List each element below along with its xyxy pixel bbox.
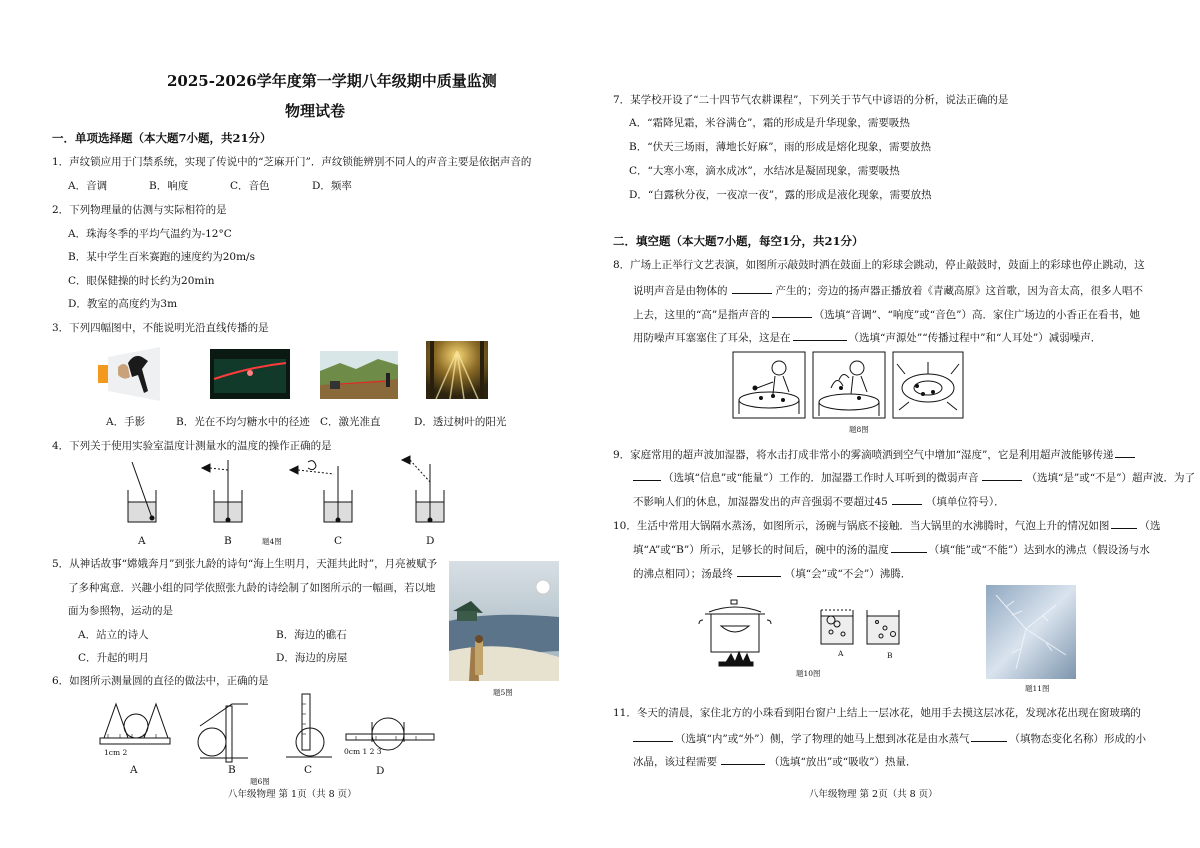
q7-option-d: D．“白露秋分夜，一夜凉一夜”，露的形成是液化现象，需要放热 <box>629 189 932 201</box>
q9-line-2 <box>633 469 1195 485</box>
q3-stem: 3．下列四幅图中，不能说明光沿直线传播的是 <box>52 322 269 334</box>
q8-line-2-a: 说明声音是由物体的 <box>633 285 728 297</box>
q11-line-2 <box>633 730 1146 746</box>
q8-line-4-b: （选填“声源处”“传播过程中”和“人耳处”）减弱噪声． <box>848 332 1102 344</box>
q9-blank-1-cont[interactable] <box>633 469 661 481</box>
hand-shadow-image <box>90 345 162 403</box>
q11-blank-2[interactable] <box>971 730 1007 742</box>
drum-illustration <box>733 352 963 420</box>
q3-option-b: B．光在不均匀糖水中的径迹 <box>176 416 310 428</box>
q8-line-3-b: （选填“音调”、“响度”或“音色”）高．家住广场边的小香正在看书，她 <box>813 309 1140 321</box>
q9-line-1-a: 9．家庭常用的超声波加湿器，将水击打成非常小的雾滴喷洒到空气中增加“湿度”，它是利用超声波能够传递 <box>613 449 1114 461</box>
q6-stem: 6．如图所示测量圆的直径的做法中，正确的是 <box>52 675 269 687</box>
q8-line-3-a: 上去，这里的“高”是指声音的 <box>633 309 770 321</box>
q8-line-2 <box>633 282 1143 298</box>
exam-subtitle: 物理试卷 <box>285 102 346 120</box>
q10-line-1-a: 10．生活中常用大锅隔水蒸汤，如图所示，汤碗与锅底不接触．当大锅里的水沸腾时，气泡上升的情况如图 <box>613 520 1110 532</box>
q3-option-d: D．透过树叶的阳光 <box>414 416 507 428</box>
q11-line-3 <box>633 753 916 769</box>
q8-line-4 <box>633 329 1101 345</box>
q9-line-1 <box>613 446 1135 462</box>
q9-line-2-b: （选填“是”或“不是”）超声波．为了 <box>1026 472 1195 484</box>
q4-stem: 4．下列关于使用实验室温度计测量水的温度的操作正确的是 <box>52 440 332 452</box>
q9-blank-2[interactable] <box>982 469 1022 481</box>
q10-blank-3[interactable] <box>737 565 781 577</box>
q1-option-a: A．音调 <box>68 180 108 192</box>
q5-line-3: 面为参照物，运动的是 <box>68 605 173 617</box>
q2-option-d: D．教室的高度约为3m <box>68 298 178 310</box>
q2-stem: 2．下列物理量的估测与实际相符的是 <box>52 204 227 216</box>
q10-line-1-b: （选 <box>1139 520 1161 532</box>
q7-stem: 7．某学校开设了“二十四节气农耕课程”，下列关于节气中谚语的分析，说法正确的是 <box>613 94 1009 106</box>
q4-caption: 题4图 <box>262 537 282 546</box>
page-1 <box>52 0 572 848</box>
q7-option-b: B．“伏天三场雨，薄地长好麻”，雨的形成是熔化现象，需要放热 <box>629 141 931 153</box>
q10-line-3-b: （填“会”或“不会”）沸腾． <box>784 568 912 580</box>
q5-line-1: 5．从神话故事“嫦娥奔月”到张九龄的诗句“海上生明月，天涯共此时”，月亮被赋予 <box>52 558 438 570</box>
q3-option-a: A．手影 <box>106 416 146 428</box>
q11-line-3-b: （选填“放出”或“吸收”）热量． <box>769 756 917 768</box>
q10-blank-1[interactable] <box>1111 517 1137 529</box>
q10-line-2-b: （填“能”或“不能”）达到水的沸点（假设汤与水 <box>928 544 1150 556</box>
q5-option-c: C．升起的明月 <box>78 652 150 664</box>
q6-label-a: A <box>130 764 138 776</box>
exam-title: 2025-2026学年度第一学期八年级期中质量监测 <box>167 72 497 90</box>
q9-line-3-a: 不影响人们的休息，加湿器发出的声音强弱不要超过45 <box>633 496 888 508</box>
q1-option-b: B．响度 <box>149 180 189 192</box>
q8-line-3 <box>633 306 1140 322</box>
q2-option-c: C．眼保健操的时长约为20min <box>68 275 215 287</box>
q7-option-c: C．“大寒小寒，滴水成冰”，水结冰是凝固现象，需要吸热 <box>629 165 900 177</box>
page-1-footer: 八年级物理 第 1页（共 8 页） <box>228 789 357 800</box>
q10-caption: 题10图 <box>796 669 821 678</box>
ice-flower-image <box>986 585 1076 679</box>
q9-line-3 <box>633 493 1005 509</box>
q9-line-3-b: （填单位符号）． <box>925 496 1005 508</box>
q1-option-d: D．频率 <box>312 180 352 192</box>
q9-blank-1[interactable] <box>1115 446 1135 458</box>
q3-option-c: C．激光准直 <box>320 416 381 428</box>
q4-label-c: C <box>334 535 343 547</box>
q2-option-a: A．珠海冬季的平均气温约为-12°C <box>68 228 232 240</box>
q11-line-3-a: 冰晶，该过程需要 <box>633 756 717 768</box>
q10-label-b: B <box>887 651 893 660</box>
q4-label-d: D <box>426 535 435 547</box>
q10-line-3-a: 的沸点相同）；汤最终 <box>633 568 733 580</box>
q6-ruler-a-scale: 1cm 2 <box>104 748 128 757</box>
diameter-measurement-diagrams <box>100 694 450 772</box>
q10-line-2 <box>633 541 1150 557</box>
sunlight-through-leaves-image <box>426 341 488 399</box>
q2-option-b: B．某中学生百米赛跑的速度约为20m/s <box>68 251 255 263</box>
q8-line-2-b: 产生的；旁边的扬声器正播放着《青藏高原》这首歌，因为音太高，很多人唱不 <box>775 285 1143 297</box>
q10-blank-2[interactable] <box>891 541 927 553</box>
section-1-heading: 一．单项选择题（本大题7小题，共21分） <box>52 131 272 145</box>
q6-label-c: C <box>304 764 313 776</box>
q1-option-c: C．音色 <box>230 180 270 192</box>
q11-line-2-a: （选填“内”或“外”）侧，学了物理的她马上想到冰花是由水蒸气 <box>675 733 970 745</box>
q10-line-2-a: 填“A”或“B”）所示，足够长的时间后，碗中的汤的温度 <box>633 544 889 556</box>
page-2 <box>613 0 1195 848</box>
q8-blank-2[interactable] <box>772 306 812 318</box>
q11-caption: 题11图 <box>1025 684 1050 693</box>
q8-line-1: 8．广场上正举行文艺表演，如图所示敲鼓时洒在鼓面上的彩球会跳动，停止敲鼓时，鼓面上的彩球也停止跳动，这 <box>613 259 1145 271</box>
q6-caption: 题6图 <box>250 777 270 786</box>
q11-blank-1[interactable] <box>633 730 673 742</box>
sugar-water-light-image <box>210 349 290 399</box>
q8-blank-3[interactable] <box>793 329 847 341</box>
q5-option-b: B．海边的礁石 <box>276 629 347 641</box>
q7-option-a: A．“霜降见霜，米谷满仓”，霜的形成是升华现象，需要吸热 <box>629 117 910 129</box>
q5-option-a: A．站立的诗人 <box>78 629 149 641</box>
q6-ruler-d-scale: 0cm 1 2 3 <box>344 747 382 756</box>
q10-line-3 <box>633 565 911 581</box>
q1-stem: 1．声纹锁应用于门禁系统，实现了传说中的“芝麻开门”．声纹锁能辨别不同人的声音主要是依据声音的 <box>52 156 532 168</box>
q11-blank-3[interactable] <box>721 753 765 765</box>
q11-line-2-b: （填物态变化名称）形成的小 <box>1009 733 1146 745</box>
q8-line-4-a: 用防噪声耳塞塞住了耳朵，这是在 <box>633 332 791 344</box>
q9-line-2-a: （选填“信息”或“能量”）工作的．加湿器工作时人耳听到的微弱声音 <box>663 472 979 484</box>
q6-label-b: B <box>228 764 236 776</box>
q8-blank-1[interactable] <box>732 282 772 294</box>
q10-line-1 <box>613 517 1160 533</box>
moon-painting-image <box>449 561 559 681</box>
laser-alignment-image <box>320 351 398 399</box>
q5-line-2: 了多种寓意．兴趣小组的同学依照张九龄的诗绘制了如图所示的一幅画，若以地 <box>68 582 436 594</box>
q9-blank-3[interactable] <box>892 493 922 505</box>
page-2-footer: 八年级物理 第 2页（共 8 页） <box>809 789 938 800</box>
q5-caption: 题5图 <box>493 688 513 697</box>
q4-label-a: A <box>138 535 146 547</box>
q8-caption: 题8图 <box>849 425 869 434</box>
section-2-heading: 二．填空题（本大题7小题，每空1分，共21分） <box>613 234 864 248</box>
q4-label-b: B <box>224 535 232 547</box>
thermometer-diagrams <box>112 458 492 530</box>
q11-line-1: 11．冬天的清晨，家住北方的小珠看到阳台窗户上结上一层冰花，她用手去摸这层冰花，发现冰花出现在窗玻璃的 <box>613 707 1141 719</box>
q6-label-d: D <box>376 765 385 777</box>
q10-label-a: A <box>838 649 844 658</box>
q5-option-d: D．海边的房屋 <box>276 652 348 664</box>
